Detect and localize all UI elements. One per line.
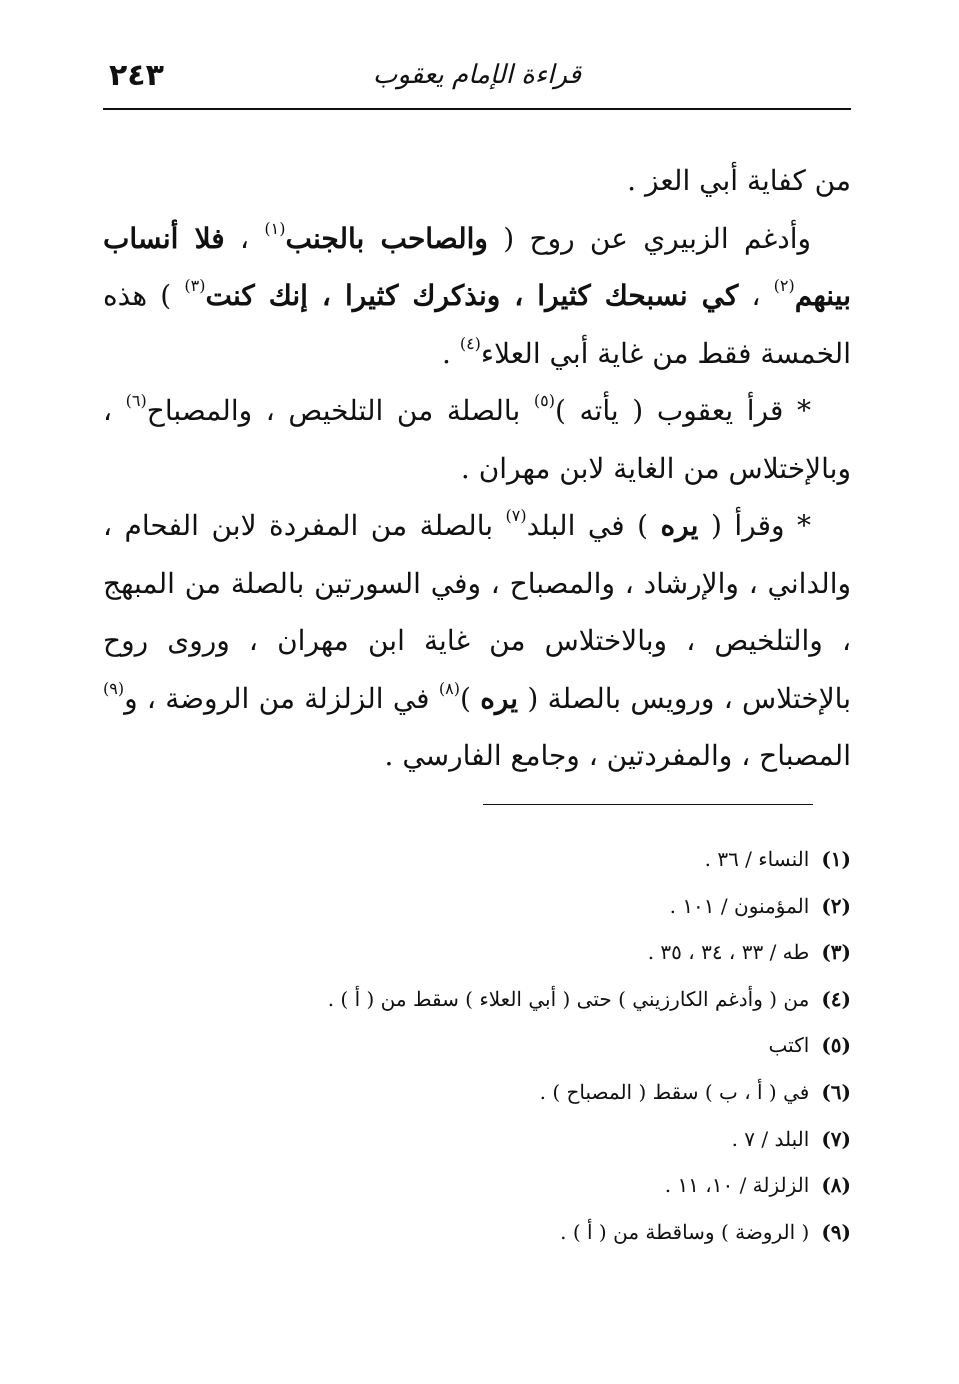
footnote-text: البلد / ٧ . <box>731 1126 810 1151</box>
footnote-item <box>103 1162 851 1209</box>
footnote-item <box>103 883 851 930</box>
text-run: المصباح ، والمفردتين ، وجامع الفارسي . <box>384 739 851 772</box>
footnote-separator <box>483 804 813 805</box>
footnote-text: في ( أ ، ب ) سقط ( المصباح ) . <box>539 1079 810 1104</box>
footnote-item <box>103 929 851 976</box>
footnote-ref-6[interactable]: (٦) <box>125 391 147 410</box>
quran-phrase: يره <box>480 681 519 715</box>
footnote-text: الزلزلة / ١٠، ١١ . <box>664 1173 810 1198</box>
text-run: ) في البلد <box>526 509 661 542</box>
footnote-text: ( الروضة ) وساقطة من ( أ ) . <box>560 1219 810 1244</box>
text-run: ، وبالإختلاس من الغاية لابن مهران . <box>103 394 851 485</box>
footnote-number: (٧) <box>821 1126 851 1151</box>
quran-phrase: والصاحب بالجنب <box>285 221 488 255</box>
page-number: ٢٤٣ <box>109 58 164 93</box>
text-run: بالصلة من التلخيص ، والمصباح <box>146 394 534 427</box>
main-text <box>103 152 851 785</box>
quran-phrase: كي نسبحك كثيرا ، ونذكرك كثيرا ، إنك كنت <box>205 279 739 312</box>
footnote-item <box>103 836 851 883</box>
text-run: . <box>442 336 460 370</box>
running-title: قراءة الإمام يعقوب <box>372 60 582 90</box>
text-run: * قرأ يعقوب ( يأته ) <box>554 394 812 427</box>
footnote-ref-7[interactable]: (٧) <box>505 506 527 525</box>
footnote-ref-5[interactable]: (٥) <box>533 391 555 410</box>
text-run: ، <box>738 279 774 312</box>
footnote-number: (٦) <box>821 1079 851 1104</box>
footnote-ref-1[interactable]: (١) <box>264 218 286 238</box>
footnotes <box>103 836 851 1255</box>
footnote-number: (٨) <box>821 1173 851 1198</box>
text-run: في الزلزلة من الروضة ، و <box>124 681 439 715</box>
footnote-item <box>103 976 851 1023</box>
text-run: وأدغم الزبيري عن روح ( <box>487 221 811 255</box>
paragraph-2 <box>103 210 851 383</box>
page-header <box>103 52 851 110</box>
footnote-number: (٥) <box>821 1033 851 1058</box>
footnote-ref-2[interactable]: (٢) <box>773 276 795 295</box>
footnote-item <box>103 1022 851 1069</box>
quran-phrase: فلا أنساب بينهم <box>103 221 851 312</box>
footnote-number: (٤) <box>821 986 851 1011</box>
footnote-text: اكتب <box>768 1033 810 1058</box>
footnote-text: النساء / ٣٦ . <box>704 847 810 871</box>
footnote-ref-4[interactable]: (٤) <box>459 333 481 353</box>
quran-phrase: يره <box>660 509 699 542</box>
footnote-ref-9[interactable]: (٩) <box>103 678 125 698</box>
text-run: بالصلة من المفردة لابن الفحام ، والداني ، والإرشاد ، والمصباح ، وفي السورتين بالصلة من المبهج ، والتلخيص ، وبالاختلاس من غاية ابن مهران ، وروى روح بالإختلاس ، ورويس بالصلة ( <box>103 509 851 715</box>
footnote-text: طه / ٣٣ ، ٣٤ ، ٣٥ . <box>647 940 810 965</box>
text-run: ) هذه الخمسة فقط من غاية أبي العلاء <box>103 279 851 370</box>
text-run: ، <box>224 221 265 255</box>
paragraph-4 <box>103 497 851 785</box>
footnote-number: (٩) <box>821 1219 851 1244</box>
footnote-text: من ( وأدغم الكارزيني ) حتى ( أبي العلاء ) سقط من ( أ ) . <box>327 986 810 1011</box>
footnote-ref-8[interactable]: (٨) <box>438 678 460 698</box>
footnote-item <box>103 1209 851 1256</box>
footnote-text: المؤمنون / ١٠١ . <box>669 893 810 918</box>
footnote-ref-3[interactable]: (٣) <box>184 276 206 295</box>
paragraph-3 <box>103 382 851 497</box>
footnote-item <box>103 1069 851 1116</box>
footnote-number: (١) <box>821 847 851 871</box>
footnote-number: (٢) <box>821 893 851 918</box>
paragraph-1: من كفاية أبي العز . <box>627 164 851 197</box>
footnote-item <box>103 1116 851 1163</box>
text-run: ) <box>459 681 481 715</box>
text-run: * وقرأ ( <box>698 509 812 542</box>
footnote-number: (٣) <box>821 940 851 965</box>
